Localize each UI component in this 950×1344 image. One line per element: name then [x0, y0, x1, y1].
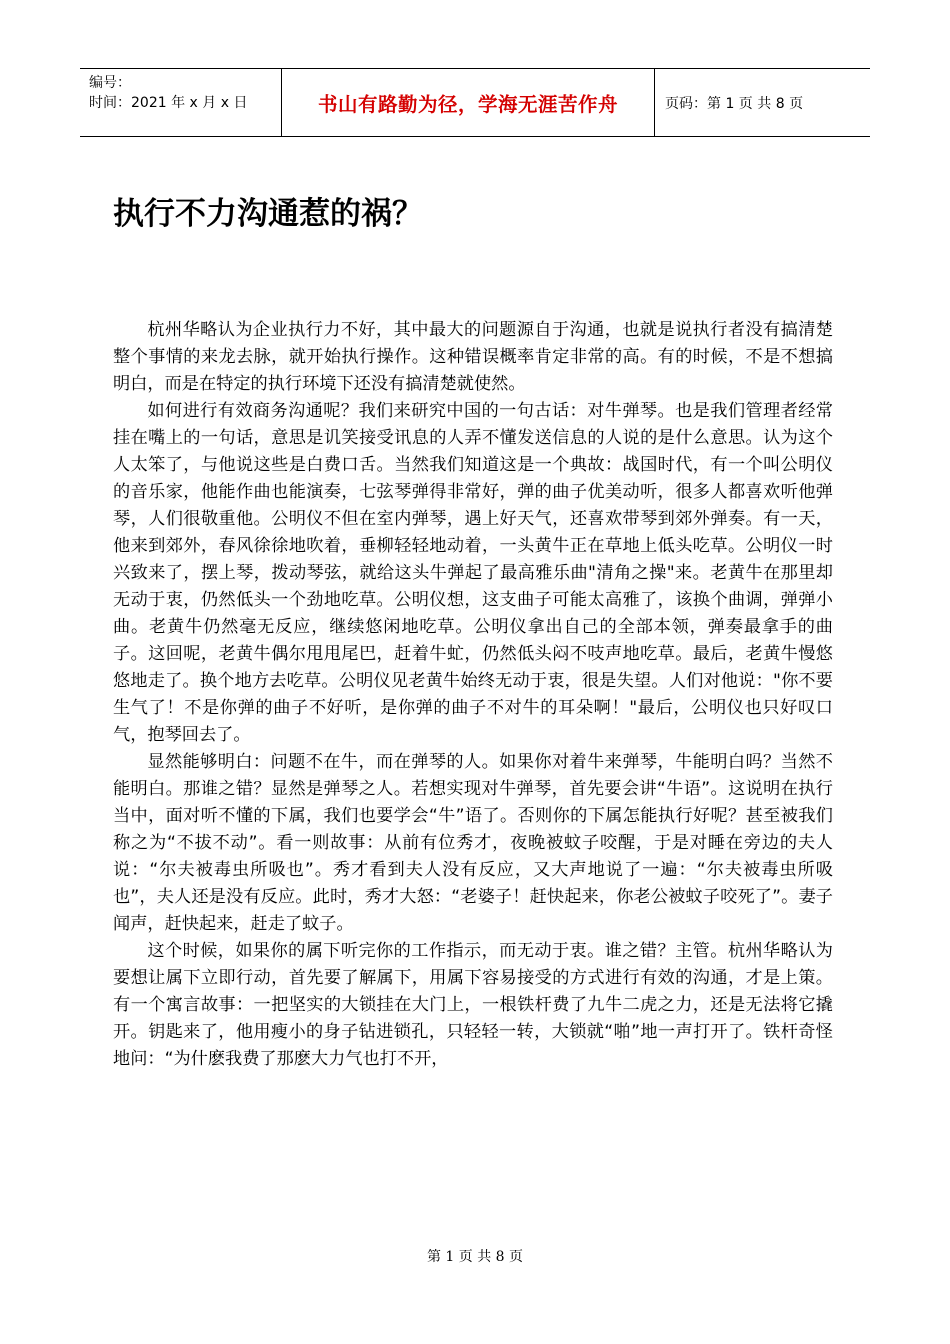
header-page-code: 页码：第 1 页 共 8 页 [665, 95, 804, 112]
paragraph: 显然能够明白：问题不在牛，而在弹琴的人。如果你对着牛来弹琴，牛能明白吗？当然不能明白。那谁之错？显然是弹琴之人。若想实现对牛弹琴，首先要会讲“牛语”。这说明在执行当中，面对听不懂的下属，我们也要学会“牛”语了。否则你的下属怎能执行好呢？甚至被我们称之为“不拔不动”。看一则故事：从前有位秀才，夜晚被蚊子咬醒，于是对睡在旁边的夫人说：“尔夫被毒虫所吸也”。秀才看到夫人没有反应，又大声地说了一遍：“尔夫被毒虫所吸也”，夫人还是没有反应。此时，秀才大怒：“老婆子！赶快起来，你老公被蚊子咬死了”。妻子闻声，赶快起来，赶走了蚊子。 [113, 752, 833, 934]
document-header [80, 68, 870, 137]
paragraph: 杭州华略认为企业执行力不好，其中最大的问题源自于沟通，也就是说执行者没有搞清楚整个事情的来龙去脉，就开始执行操作。这种错误概率肯定非常的高。有的时候，不是不想搞明白，而是在特定的执行环境下还没有搞清楚就使然。 [113, 320, 833, 394]
paragraph: 如何进行有效商务沟通呢？我们来研究中国的一句古话：对牛弹琴。也是我们管理者经常挂在嘴上的一句话，意思是讥笑接受讯息的人弄不懂发送信息的人说的是什么意思。认为这个人太笨了，与他说这些是白费口舌。当然我们知道这是一个典故：战国时代，有一个叫公明仪的音乐家，他能作曲也能演奏，七弦琴弹得非常好，弹的曲子优美动听，很多人都喜欢听他弹琴，人们很敬重他。公明仪不但在室内弹琴，遇上好天气，还喜欢带琴到郊外弹奏。有一天，他来到郊外，春风徐徐地吹着，垂柳轻轻地动着，一头黄牛正在草地上低头吃草。公明仪一时兴致来了，摆上琴，拨动琴弦，就给这头牛弹起了最高雅乐曲"清角之操"来。老黄牛在那里却无动于衷，仍然低头一个劲地吃草。公明仪想，这支曲子可能太高雅了，该换个曲调，弹弹小曲。老黄牛仍然毫无反应，继续悠闲地吃草。公明仪拿出自己的全部本领，弹奏最拿手的曲子。这回呢，老黄牛偶尔甩甩尾巴，赶着牛虻，仍然低头闷不吱声地吃草。最后，老黄牛慢悠悠地走了。换个地方去吃草。公明仪见老黄牛始终无动于衷，很是失望。人们对他说："你不要生气了！不是你弹的曲子不好听，是你弹的曲子不对牛的耳朵啊！"最后，公明仪也只好叹口气，抱琴回去了。 [113, 401, 833, 745]
header-motto: 书山有路勤为径，学海无涯苦作舟 [282, 69, 655, 136]
paragraph: 这个时候，如果你的属下听完你的工作指示，而无动于衷。谁之错？主管。杭州华略认为要想让属下立即行动，首先要了解属下，用属下容易接受的方式进行有效的沟通，才是上策。有一个寓言故事：一把坚实的大锁挂在大门上，一根铁杆费了九牛二虎之力，还是无法将它撬开。钥匙来了，他用瘦小的身子钻进锁孔，只轻轻一转，大锁就“啪”地一声打开了。铁杆奇怪地问：“为什麽我费了那麽大力气也打不开， [113, 941, 833, 1069]
page-footer: 第 1 页 共 8 页 [426, 1249, 524, 1265]
number-label: 编号： [89, 75, 131, 91]
header-meta [80, 69, 282, 136]
document-body [113, 317, 833, 1073]
time-label: 时间：2021 年 x 月 x 日 [89, 95, 248, 111]
document-title: 执行不力沟通惹的祸？ [113, 196, 423, 232]
